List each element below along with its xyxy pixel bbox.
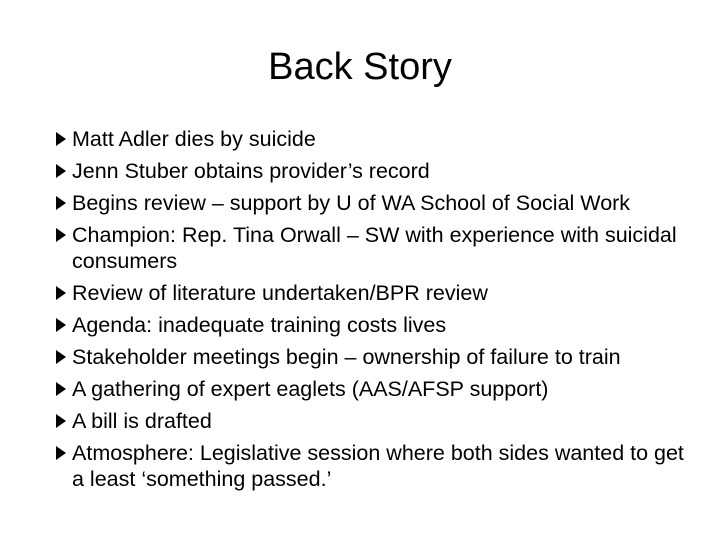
bullet-text: A gathering of expert eaglets (AAS/AFSP support) xyxy=(72,377,549,401)
bullet-text: Jenn Stuber obtains provider’s record xyxy=(72,159,430,183)
right-triangle-bullet-icon xyxy=(56,196,66,210)
right-triangle-bullet-icon xyxy=(56,132,66,146)
slide-title: Back Story xyxy=(268,46,452,88)
right-triangle-bullet-icon xyxy=(56,350,66,364)
bullet-item xyxy=(50,126,690,152)
bullet-item xyxy=(50,376,690,402)
right-triangle-bullet-icon xyxy=(56,228,66,242)
right-triangle-bullet-icon xyxy=(56,446,66,460)
right-triangle-bullet-icon xyxy=(56,164,66,178)
bullet-item xyxy=(50,344,690,370)
bullet-item xyxy=(50,190,690,216)
bullet-item xyxy=(50,222,690,274)
bullet-item xyxy=(50,312,690,338)
bullet-list xyxy=(50,126,690,498)
right-triangle-bullet-icon xyxy=(56,382,66,396)
bullet-text: Agenda: inadequate training costs lives xyxy=(72,313,447,337)
bullet-text: Begins review – support by U of WA School of Social Work xyxy=(72,191,631,215)
bullet-text: Stakeholder meetings begin – ownership of failure to train xyxy=(72,345,621,369)
bullet-item xyxy=(50,280,690,306)
bullet-item xyxy=(50,440,690,492)
bullet-item xyxy=(50,158,690,184)
bullet-text: Atmosphere: Legislative session where both sides wanted to get a least ‘something passed.’ xyxy=(72,441,684,491)
right-triangle-bullet-icon xyxy=(56,318,66,332)
bullet-text: Champion: Rep. Tina Orwall – SW with experience with suicidal consumers xyxy=(72,223,677,273)
right-triangle-bullet-icon xyxy=(56,286,66,300)
bullet-text: Review of literature undertaken/BPR review xyxy=(72,281,488,305)
bullet-item xyxy=(50,408,690,434)
bullet-text: Matt Adler dies by suicide xyxy=(72,127,316,151)
right-triangle-bullet-icon xyxy=(56,414,66,428)
bullet-text: A bill is drafted xyxy=(72,409,212,433)
